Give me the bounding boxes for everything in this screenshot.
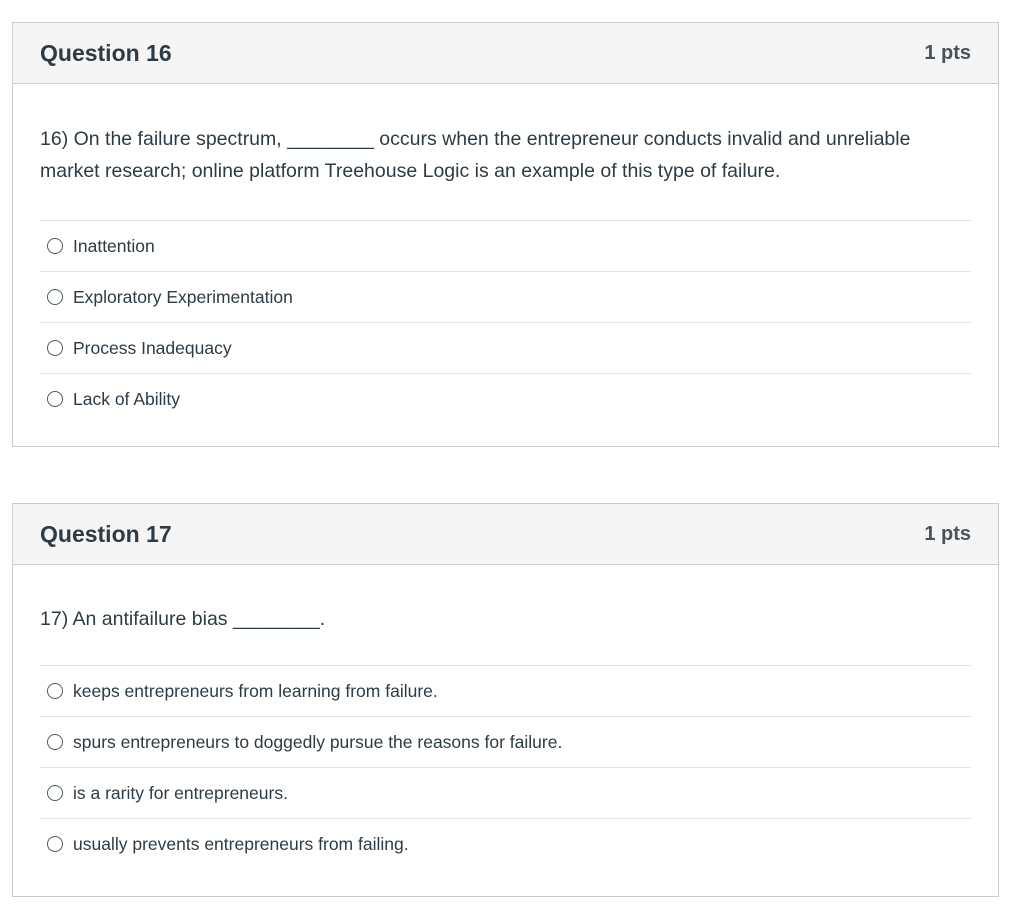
answer-label[interactable]: Inattention xyxy=(73,235,155,256)
question-title: Question 16 xyxy=(40,39,172,66)
radio-button[interactable] xyxy=(47,238,63,254)
radio-button[interactable] xyxy=(47,683,63,699)
answer-list xyxy=(40,220,971,424)
answer-option[interactable] xyxy=(40,666,971,717)
radio-button[interactable] xyxy=(47,836,63,852)
radio-button[interactable] xyxy=(47,340,63,356)
answer-option[interactable] xyxy=(40,717,971,768)
answer-label[interactable]: Process Inadequacy xyxy=(73,337,232,358)
question-header xyxy=(13,23,998,84)
answer-option[interactable] xyxy=(40,272,971,323)
answer-label[interactable]: Lack of Ability xyxy=(73,388,180,409)
question-body xyxy=(13,84,998,424)
radio-button[interactable] xyxy=(47,391,63,407)
question-body xyxy=(13,565,998,869)
question-points: 1 pts xyxy=(924,522,971,545)
answer-option[interactable] xyxy=(40,819,971,869)
question-card-17 xyxy=(12,503,999,897)
answer-option[interactable] xyxy=(40,323,971,374)
answer-label[interactable]: Exploratory Experimentation xyxy=(73,286,293,307)
answer-label[interactable]: is a rarity for entrepreneurs. xyxy=(73,782,288,803)
answer-option[interactable] xyxy=(40,221,971,272)
answer-option[interactable] xyxy=(40,374,971,424)
question-card-16 xyxy=(12,22,999,447)
answer-list xyxy=(40,665,971,869)
radio-button[interactable] xyxy=(47,289,63,305)
radio-button[interactable] xyxy=(47,734,63,750)
question-points: 1 pts xyxy=(924,41,971,64)
radio-button[interactable] xyxy=(47,785,63,801)
answer-label[interactable]: spurs entrepreneurs to doggedly pursue the reasons for failure. xyxy=(73,731,563,752)
answer-label[interactable]: keeps entrepreneurs from learning from failure. xyxy=(73,680,438,701)
answer-label[interactable]: usually prevents entrepreneurs from failing. xyxy=(73,833,409,854)
question-title: Question 17 xyxy=(40,520,172,547)
answer-option[interactable] xyxy=(40,768,971,819)
question-text: 16) On the failure spectrum, ________ occurs when the entrepreneur conducts invalid and unreliable market research; online platform Treehouse Logic is an example of this type of failure. xyxy=(40,128,911,182)
question-header xyxy=(13,504,998,565)
question-text: 17) An antifailure bias ________. xyxy=(40,608,326,630)
